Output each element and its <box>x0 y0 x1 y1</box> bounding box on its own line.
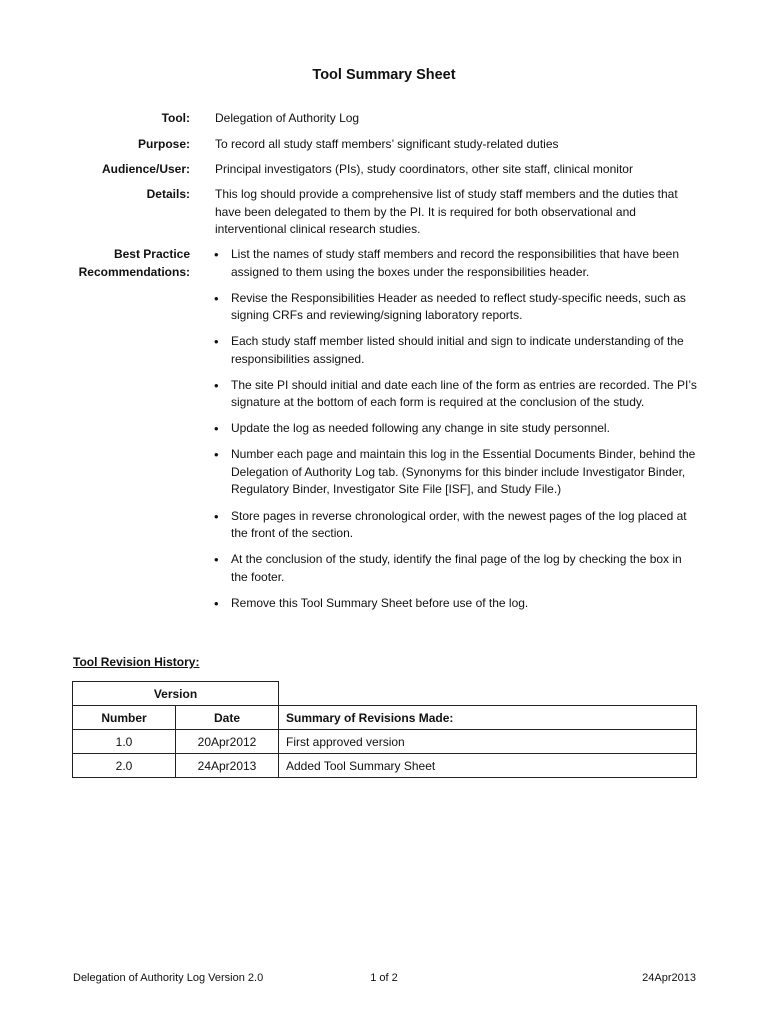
audience-value: Principal investigators (PIs), study coordinators, other site staff, clinical monitor <box>215 162 633 176</box>
details-value: This log should provide a comprehensive list of study staff members and the duties that have been delegated to them by the PI. It is required for both observational and interventional clinical research studies. <box>215 187 678 236</box>
details-label: Details: <box>146 187 190 201</box>
cell-date: 24Apr2013 <box>176 754 279 778</box>
tool-value: Delegation of Authority Log <box>215 111 360 125</box>
list-item: • List the names of study staff members and record the responsibilities that have been assigned to them using the boxes under the responsibilities header. <box>214 246 699 281</box>
list-item: • At the conclusion of the study, identify the final page of the log by checking the box in the footer. <box>214 551 699 586</box>
purpose-label: Purpose: <box>137 137 190 151</box>
table-row <box>73 706 697 730</box>
column-header-number: Number <box>73 706 176 730</box>
table-row <box>73 754 697 778</box>
cell-date: 20Apr2012 <box>176 730 279 754</box>
revision-history-table <box>72 681 697 778</box>
version-group-header: Version <box>73 682 279 706</box>
best-practice-label-line2: Recommendations: <box>78 264 190 279</box>
list-item: • Update the log as needed following any change in site study personnel. <box>214 420 699 438</box>
column-header-date: Date <box>176 706 279 730</box>
cell-number: 2.0 <box>73 754 176 778</box>
table-row <box>73 730 697 754</box>
best-practice-label-line1: Best Practice <box>113 247 190 261</box>
list-item: • The site PI should initial and date each line of the form as entries are recorded. The PI’s signature at the bottom of each form is required at the conclusion of the study. <box>214 377 699 412</box>
list-item: • Number each page and maintain this log in the Essential Documents Binder, behind the Delegation of Authority Log tab. (Synonyms for this binder include Investigator Binder, Regulatory Binder, Investigator Site File [ISF], and Study File.) <box>214 446 699 499</box>
footer-page-number: 1 of 2 <box>370 972 398 984</box>
column-header-summary: Summary of Revisions Made: <box>279 706 697 730</box>
empty-cell <box>279 682 697 706</box>
cell-summary: Added Tool Summary Sheet <box>279 754 697 778</box>
list-item: • Revise the Responsibilities Header as needed to reflect study-specific needs, such as signing CRFs and reviewing/signing laboratory reports. <box>214 290 699 325</box>
footer-date: 24Apr2013 <box>642 972 696 984</box>
cell-number: 1.0 <box>73 730 176 754</box>
best-practice-label <box>79 246 190 281</box>
purpose-value: To record all study staff members’ significant study-related duties <box>215 137 559 151</box>
footer-document-version: Delegation of Authority Log Version 2.0 <box>73 972 264 984</box>
table-row <box>73 682 697 706</box>
tool-label: Tool: <box>161 111 190 125</box>
list-item: • Store pages in reverse chronological order, with the newest pages of the log placed at the front of the section. <box>214 508 699 543</box>
cell-summary: First approved version <box>279 730 697 754</box>
page-title: Tool Summary Sheet <box>312 67 456 83</box>
list-item: • Remove this Tool Summary Sheet before use of the log. <box>214 595 699 613</box>
revision-history-title: Tool Revision History: <box>73 655 200 669</box>
best-practice-list <box>214 246 699 621</box>
audience-label: Audience/User: <box>101 162 190 176</box>
list-item: • Each study staff member listed should initial and sign to indicate understanding of the responsibilities assigned. <box>214 333 699 368</box>
